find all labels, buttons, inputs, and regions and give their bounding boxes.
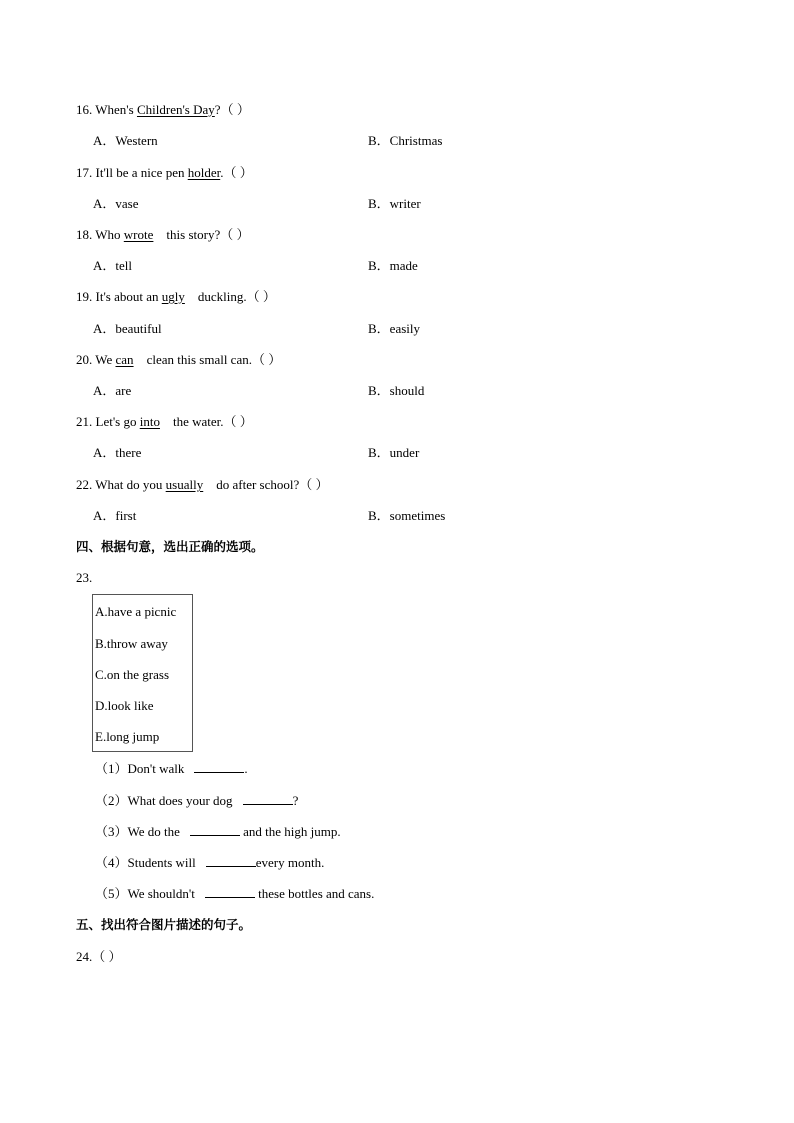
word-bank-item: C.on the grass — [95, 667, 170, 682]
option-a[interactable]: A．tell — [93, 258, 132, 273]
fill-blank-1: （1）Don't walk . — [95, 761, 248, 776]
answer-blank[interactable] — [190, 824, 240, 836]
question-20: 20. We can clean this small can.（ ） — [76, 352, 282, 367]
answer-paren[interactable]: （ ） — [246, 289, 276, 304]
word-bank-box — [92, 594, 193, 752]
underlined-word: wrote — [123, 227, 154, 242]
fill-blank-5: （5）We shouldn't these bottles and cans. — [95, 886, 375, 901]
option-a[interactable]: A．vase — [93, 196, 139, 211]
answer-paren[interactable]: （ ） — [299, 477, 329, 492]
question-17: 17. It'll be a nice pen holder.（ ） — [76, 165, 253, 180]
option-a[interactable]: A．beautiful — [93, 321, 162, 336]
underlined-word: usually — [165, 477, 204, 492]
question-16: 16. When's Children's Day?（ ） — [76, 102, 250, 117]
answer-paren[interactable]: （ ） — [251, 352, 282, 367]
answer-paren[interactable]: （ ） — [92, 949, 122, 964]
answer-paren[interactable]: （ ） — [220, 227, 250, 242]
option-b[interactable]: B．sometimes — [368, 508, 446, 523]
word-bank-item: D.look like — [95, 698, 154, 713]
answer-blank[interactable] — [206, 855, 256, 867]
question-19: 19. It's about an ugly duckling.（ ） — [76, 289, 276, 304]
section-heading-4: 四、根据句意，选出正确的选项。 — [76, 539, 264, 554]
question-21: 21. Let's go into the water.（ ） — [76, 414, 253, 429]
word-bank-item: E.long jump — [95, 729, 160, 744]
option-b[interactable]: B．made — [368, 258, 418, 273]
question-22: 22. What do you usually do after school?（ ） — [76, 477, 329, 492]
question-18: 18. Who wrote this story?（ ） — [76, 227, 250, 242]
option-b[interactable]: B．Christmas — [368, 133, 443, 148]
underlined-word: can — [115, 352, 134, 367]
option-a[interactable]: A．Western — [93, 133, 158, 148]
underlined-word: ugly — [161, 289, 185, 304]
answer-paren[interactable]: （ ） — [223, 165, 253, 180]
word-bank-item: A.have a picnic — [95, 604, 177, 619]
option-a[interactable]: A．there — [93, 445, 142, 460]
question-23-number: 23. — [76, 570, 93, 585]
option-b[interactable]: B．easily — [368, 321, 420, 336]
word-bank-item: B.throw away — [95, 636, 168, 651]
option-a[interactable]: A．are — [93, 383, 132, 398]
option-b[interactable]: B．should — [368, 383, 425, 398]
underlined-word: holder — [187, 165, 221, 180]
fill-blank-3: （3）We do the and the high jump. — [95, 824, 341, 839]
answer-paren[interactable]: （ ） — [223, 414, 253, 429]
question-24: 24.（ ） — [76, 949, 122, 964]
answer-blank[interactable] — [205, 886, 255, 898]
answer-blank[interactable] — [194, 761, 244, 773]
answer-blank[interactable] — [243, 793, 293, 805]
option-b[interactable]: B．under — [368, 445, 420, 460]
option-a[interactable]: A．first — [93, 508, 137, 523]
answer-paren[interactable]: （ ） — [220, 102, 250, 117]
underlined-word: into — [139, 414, 160, 429]
option-b[interactable]: B．writer — [368, 196, 421, 211]
underlined-word: Children's Day — [136, 102, 215, 117]
section-heading-5: 五、找出符合图片描述的句子。 — [76, 917, 252, 932]
fill-blank-4: （4）Students will every month. — [95, 855, 325, 870]
fill-blank-2: （2）What does your dog ? — [95, 793, 299, 808]
